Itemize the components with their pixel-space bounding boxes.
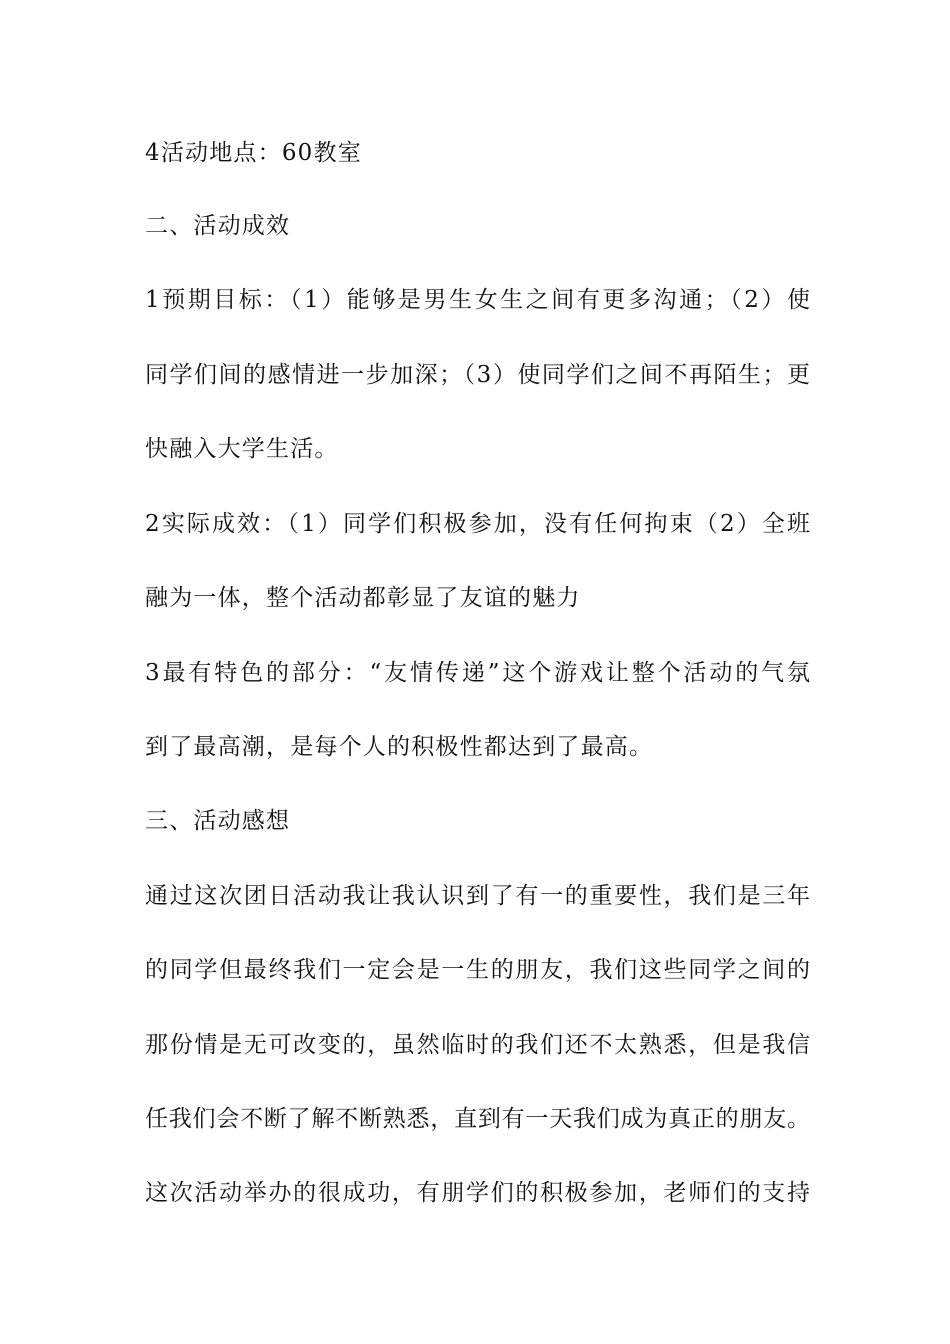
text-line-reflection-1: 通过这次团日活动我让我认识到了有一的重要性，我们是三年 — [145, 883, 810, 909]
text-line-actual-results-1: 2实际成效：（1）同学们积极参加，没有任何拘束（2）全班 — [145, 511, 810, 537]
text-line-reflection-2: 的同学但最终我们一定会是一生的朋友，我们这些同学之间的 — [145, 957, 810, 983]
section-heading-results: 二、活动成效 — [145, 213, 291, 239]
text-line-highlight-2: 到了最高潮，是每个人的积极性都达到了最高。 — [145, 734, 654, 760]
text-line-expected-goals-3: 快融入大学生活。 — [145, 436, 339, 462]
text-line-expected-goals-1: 1预期目标：（1）能够是男生女生之间有更多沟通；（2）使 — [145, 287, 810, 313]
section-heading-reflections: 三、活动感想 — [145, 808, 291, 834]
text-line-actual-results-2: 融为一体，整个活动都彰显了友谊的魅力 — [145, 585, 581, 611]
text-line-reflection-4: 任我们会不断了解不断熟悉，直到有一天我们成为真正的朋友。 — [145, 1106, 810, 1132]
text-line-reflection-3: 那份情是无可改变的，虽然临时的我们还不太熟悉，但是我信 — [145, 1032, 810, 1058]
text-line-expected-goals-2: 同学们间的感情进一步加深；（3）使同学们之间不再陌生；更 — [145, 362, 810, 388]
text-line-activity-location: 4活动地点：60教室 — [145, 140, 362, 166]
text-line-reflection-5: 这次活动举办的很成功，有朋学们的积极参加，老师们的支持 — [145, 1180, 810, 1206]
text-line-highlight-1: 3最有特色的部分：“友情传递”这个游戏让整个活动的气氛 — [145, 660, 810, 686]
